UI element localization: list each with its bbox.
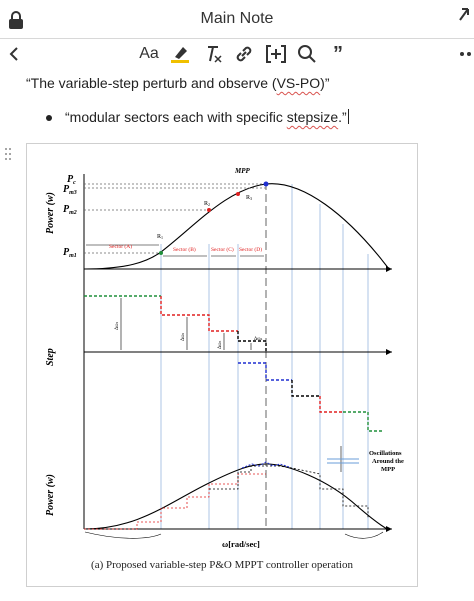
search-icon[interactable]: [296, 43, 318, 65]
brace-right: [345, 532, 383, 538]
note-line-1[interactable]: [26, 75, 329, 91]
r2-point: [207, 208, 211, 212]
sector-a-label: Sector (A): [109, 244, 133, 250]
line1-post: )”: [320, 75, 330, 91]
step-blue: [238, 363, 292, 380]
step-black-2: [292, 380, 320, 396]
osc-label-2: Around the: [372, 458, 404, 465]
r3-label: R3: [246, 195, 253, 201]
back-icon[interactable]: [8, 46, 20, 62]
format-toolbar: [0, 39, 474, 69]
quote-icon: ”: [333, 42, 343, 65]
step1-label: Δω1: [115, 321, 120, 330]
mppt-diagram: [27, 144, 417, 586]
bullet-text-pre: “modular sectors each with specific: [65, 109, 287, 125]
r1-point: [159, 251, 163, 255]
sector-c-label: Sector (C): [211, 247, 234, 253]
bottom-power-curve: [84, 464, 387, 529]
window-title: Main Note: [200, 10, 274, 27]
step4-label: Δω4: [254, 337, 263, 342]
r1-label: R1: [157, 234, 164, 240]
spell-marked-word[interactable]: stepsize: [286, 109, 339, 125]
step-red-2: [320, 396, 343, 412]
step-black: [238, 331, 266, 352]
pc-label: $P_c$: [67, 174, 76, 186]
mid-x-arrow: [386, 349, 392, 355]
font-format-button[interactable]: [137, 43, 161, 65]
bottom-ylabel: Power (w): [45, 474, 56, 516]
link-icon[interactable]: [233, 43, 255, 65]
drag-handle-icon[interactable]: [4, 147, 12, 161]
figure-caption: (a) Proposed variable-step P&O MPPT controller operation: [91, 559, 353, 571]
font-format-icon: Aa: [139, 45, 159, 62]
more-icon[interactable]: [458, 43, 474, 65]
r2-label: R2: [204, 201, 211, 207]
pm1-label: $P_{m1}$: [63, 247, 77, 259]
mid-ylabel: Step: [45, 348, 56, 366]
step2-label: Δω2: [181, 332, 186, 341]
bullet-text-post: .”: [338, 109, 347, 125]
insert-icon[interactable]: [264, 43, 288, 65]
spell-marked-word[interactable]: VS-PO: [276, 75, 321, 91]
x-axis-label: ω[rad/sec]: [222, 539, 260, 549]
bullet-text: [65, 109, 349, 125]
line1-pre: “The variable-step perturb and observe (: [26, 75, 277, 91]
text-caret: [348, 109, 349, 124]
clear-format-icon[interactable]: [201, 43, 223, 65]
pm3-label: $P_{m3}$: [63, 184, 77, 196]
bullet-dot: [46, 115, 52, 121]
share-icon[interactable]: [458, 6, 472, 26]
osc-label-1: Oscillations: [369, 450, 402, 457]
sector-d-label: Sector (D): [239, 247, 263, 253]
bottom-step-black: [209, 466, 368, 519]
brace-left: [85, 532, 161, 538]
pm2-label: $P_{m2}$: [63, 204, 77, 216]
sector-b-label: Sector (B): [173, 247, 196, 253]
mpp-label: MPP: [235, 167, 250, 175]
step-green-2: [343, 412, 383, 431]
mpp-point: [264, 182, 269, 187]
embedded-figure[interactable]: [26, 143, 418, 587]
title-bar: [0, 0, 474, 39]
r3-point: [236, 192, 240, 196]
top-ylabel: Power (w): [45, 192, 56, 234]
quote-button[interactable]: [328, 43, 348, 65]
step-red: [161, 296, 238, 331]
step3-label: Δω3: [218, 340, 223, 349]
osc-label-3: MPP: [381, 466, 396, 473]
step-size-arrows: [121, 298, 251, 350]
sector-guides: [161, 184, 368, 529]
highlighter-icon[interactable]: [169, 43, 191, 65]
